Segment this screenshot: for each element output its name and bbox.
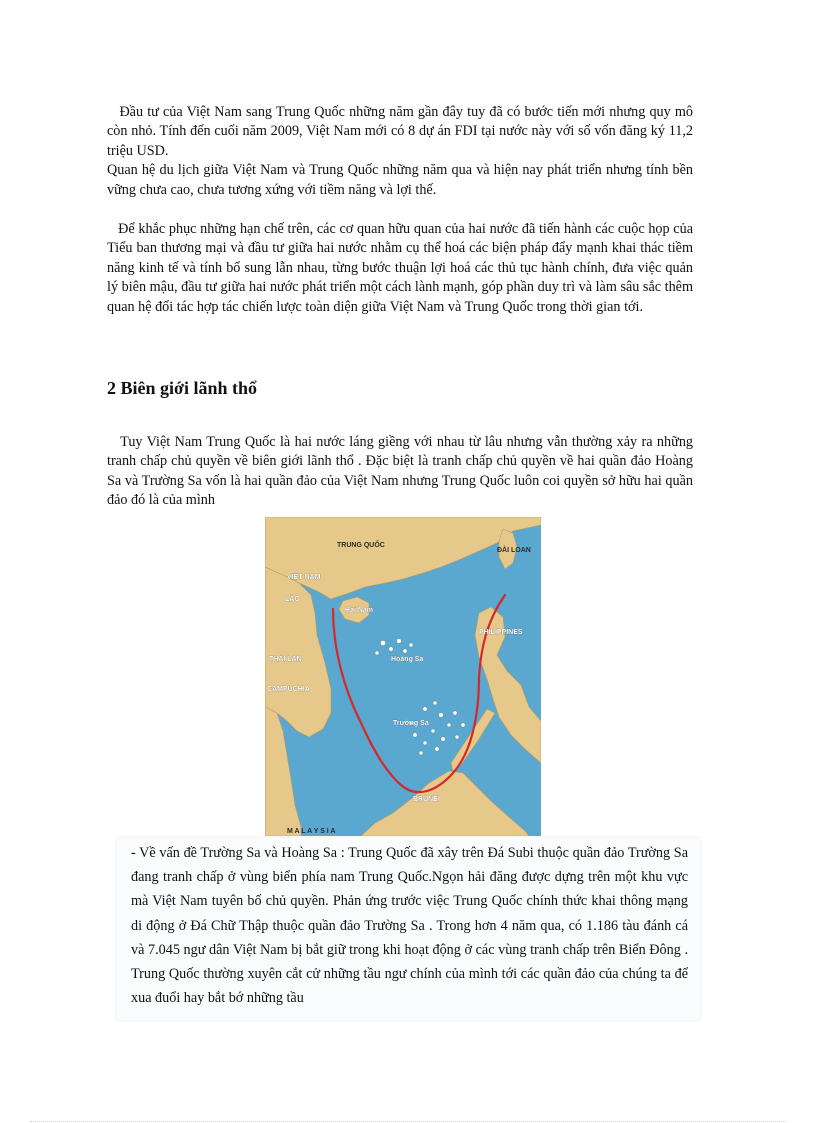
highlighted-paragraph xyxy=(117,838,700,1020)
map-label-thai-lan: THÁI LAN xyxy=(269,656,302,663)
paragraph-territory: Tuy Việt Nam Trung Quốc là hai nước láng giềng với nhau từ lâu nhưng vẫn thường xảy ra những tranh chấp chủ quyền về biên giới lãnh thổ . Đặc biệt là tranh chấp chủ quyền về hai quần đảo Hoàng Sa và Trường Sa vốn là hai quần đảo của Việt Nam nhưng Trung Quốc luôn coi quyền sở hữu hai quần đảo đó là của mình xyxy=(107,434,694,509)
map-label-hai-nam: Hải Nam xyxy=(345,607,374,614)
map-label-brunei: BRUNEI xyxy=(413,796,440,803)
paragraph-spratly-issue: - Về vấn đề Trường Sa và Hoàng Sa : Trung Quốc đã xây trên Đá Subi thuộc quần đảo Trường Sa đang tranh chấp ở vùng biển phía nam Trung Quốc.Ngọn hải đăng được dựng trên một khu vực mà Việt Nam tuyên bố chủ quyền. Phản ứng trước việc Trung Quốc chính thức khai thông mạng di động ở Đá Chữ Thập thuộc quần đảo Trường Sa . Trong hơn 4 năm qua, có 1.186 tàu đánh cá và 7.045 ngư dân Việt Nam bị bắt giữ trong khi hoạt động ở các vùng tranh chấp trên Biển Đông . Trung Quốc thường xuyên cắt cử những tầu ngư chính của mình tới các quần đảo của chúng ta để xua đuổi hay bắt bớ những tầu xyxy=(131,845,688,1007)
map-label-trung-quoc: TRUNG QUỐC xyxy=(337,542,385,549)
paragraph-tourism: Quan hệ du lịch giữa Việt Nam và Trung Quốc những năm qua và hiện nay phát triển nhưng tính bền vững chưa cao, chưa tương xứng với tiềm năng và lợi thế. xyxy=(107,162,693,198)
map-label-lao: LÀO xyxy=(285,596,300,603)
map-label-hoang-sa: Hoàng Sa xyxy=(391,656,424,663)
paragraph-fdi: Đầu tư của Việt Nam sang Trung Quốc những năm gần đây tuy đã có bước tiến mới nhưng quy mô còn nhỏ. Tính đến cuối năm 2009, Việt Nam mới có 8 dự án FDI tại nước này với số vốn đăng ký 11,2 triệu USD. xyxy=(107,104,694,159)
map-label-dai-loan: ĐÀI LOAN xyxy=(497,547,531,554)
map-label-viet-nam: VIỆT NAM xyxy=(287,574,321,581)
paragraph-investment xyxy=(107,103,693,200)
paragraph-solutions: Để khắc phục những hạn chế trên, các cơ quan hữu quan của hai nước đã tiến hành các cuộc họp của Tiểu ban thương mại và đầu tư giữa hai nước nhằm cụ thể hoá các biện pháp đẩy mạnh khai thác tiềm năng kinh tế và tính bổ sung lẫn nhau, từng bước thuận lợi hoá các thủ tục hành chính, đưa việc quản lý biên mậu, đầu tư giữa hai nước phát triển một cách lành mạnh, góp phần duy trì và làm sâu sắc thêm quan hệ đối tác hợp tác chiến lược toàn diện giữa Việt Nam và Trung Quốc trong thời gian tới. xyxy=(107,221,694,315)
map-label-truong-sa: Trường Sa xyxy=(393,720,429,727)
map-label-philippines: PHILIPPINES xyxy=(479,629,523,636)
map-label-malaysia: M A L A Y S I A xyxy=(287,828,336,835)
section-heading: 2 Biên giới lãnh thổ xyxy=(107,378,258,398)
map-label-campuchia: CAMPUCHIA xyxy=(267,686,310,693)
map-graphic xyxy=(265,517,541,836)
page-bottom-divider xyxy=(30,1121,786,1122)
south-china-sea-map xyxy=(265,517,541,836)
